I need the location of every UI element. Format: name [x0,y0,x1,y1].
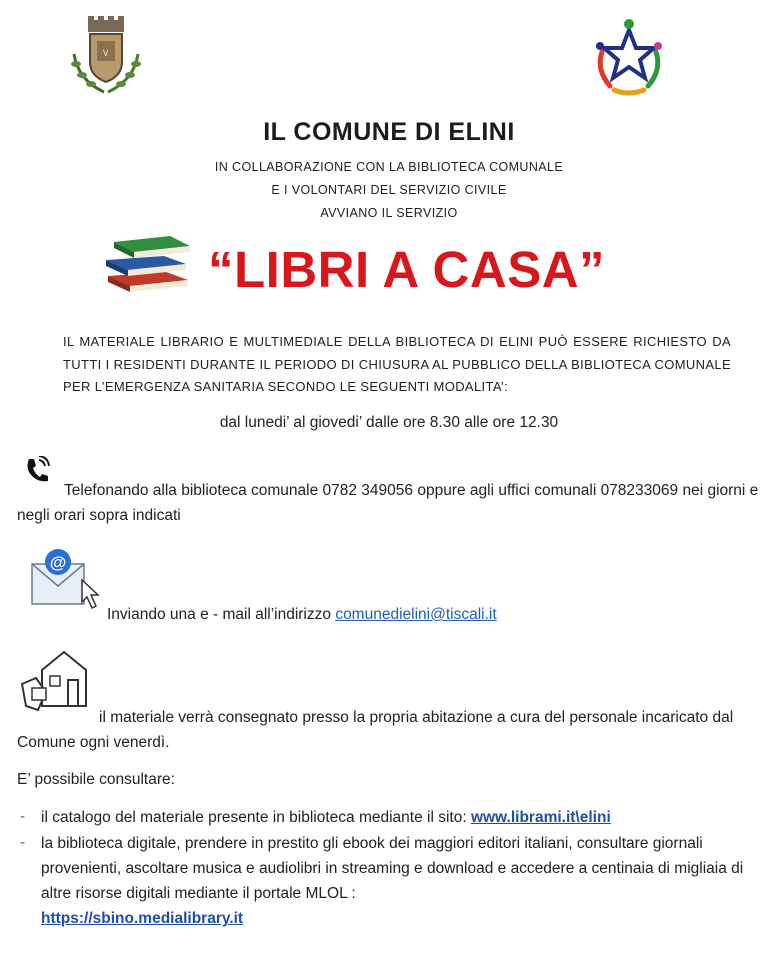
email-link[interactable]: comunedielini@tiscali.it [335,606,497,623]
intro-paragraph: IL MATERIALE LIBRARIO E MULTIMEDIALE DELLA BIBLIOTECA DI ELINI PUÒ ESSERE RICHIESTO DA TUTTI I RESIDENTI DURANTE IL PERIODO DI CHIUSURA AL PUBBLICO DELLA BIBLIOTECA COMUNALE PER L’EMERGENZA SANITARIA SECONDO LE SEGUENTI MODALITA’: [63,334,731,394]
list-item-text: la biblioteca digitale, prendere in prestito gli ebook dei maggiori editori italiani, consultare giornali provenienti, ascoltare musica e audiolibri in streaming e download e accedere a centinaia di migliaia di altre risorse digitali mediante il portale MLOL : [41,835,744,902]
phone-instructions: Telefonando alla biblioteca comunale 0782 349056 oppure agli uffici comunali 078233069 nei giorni e negli orari sopra indicati [17,482,759,524]
subtitle-line: E I VOLONTARI DEL SERVIZIO CIVILE [271,183,507,197]
mlol-link[interactable]: https://sbino.medialibrary.it [41,910,244,927]
bullet-dash: - [20,808,26,825]
svg-text:Ꮩ: Ꮩ [103,48,109,58]
subtitle-line: AVVIANO IL SERVIZIO [320,206,458,220]
svg-text:@: @ [49,553,67,572]
opening-hours: dal lunedi’ al giovedi’ dalle ore 8.30 alle ore 12.30 [219,414,559,431]
servizio-civile-star-logo [592,16,666,98]
librami-link[interactable]: www.librami.it\elini [470,809,611,826]
email-icon [28,546,106,612]
list-item-text: il catalogo del materiale presente in biblioteca mediante il sito: [41,809,471,826]
email-instructions [107,602,497,627]
list-item [41,805,766,830]
delivery-info: il materiale verrà consegnato presso la propria abitazione a cura del personale incaricato dal Comune ogni venerdì. [17,709,734,751]
bullet-dash: - [20,834,26,851]
consult-heading: E’ possibile consultare: [17,771,175,788]
page-title: IL COMUNE DI ELINI [263,118,515,146]
books-icon [100,228,196,294]
list-item [41,831,771,931]
email-label: Inviando una e - mail all’indirizzo [107,606,336,623]
headline: “LIBRI A CASA” [208,241,606,298]
subtitle-line: IN COLLABORAZIONE CON LA BIBLIOTECA COMUNALE [214,160,564,174]
coat-of-arms-icon [60,14,152,98]
